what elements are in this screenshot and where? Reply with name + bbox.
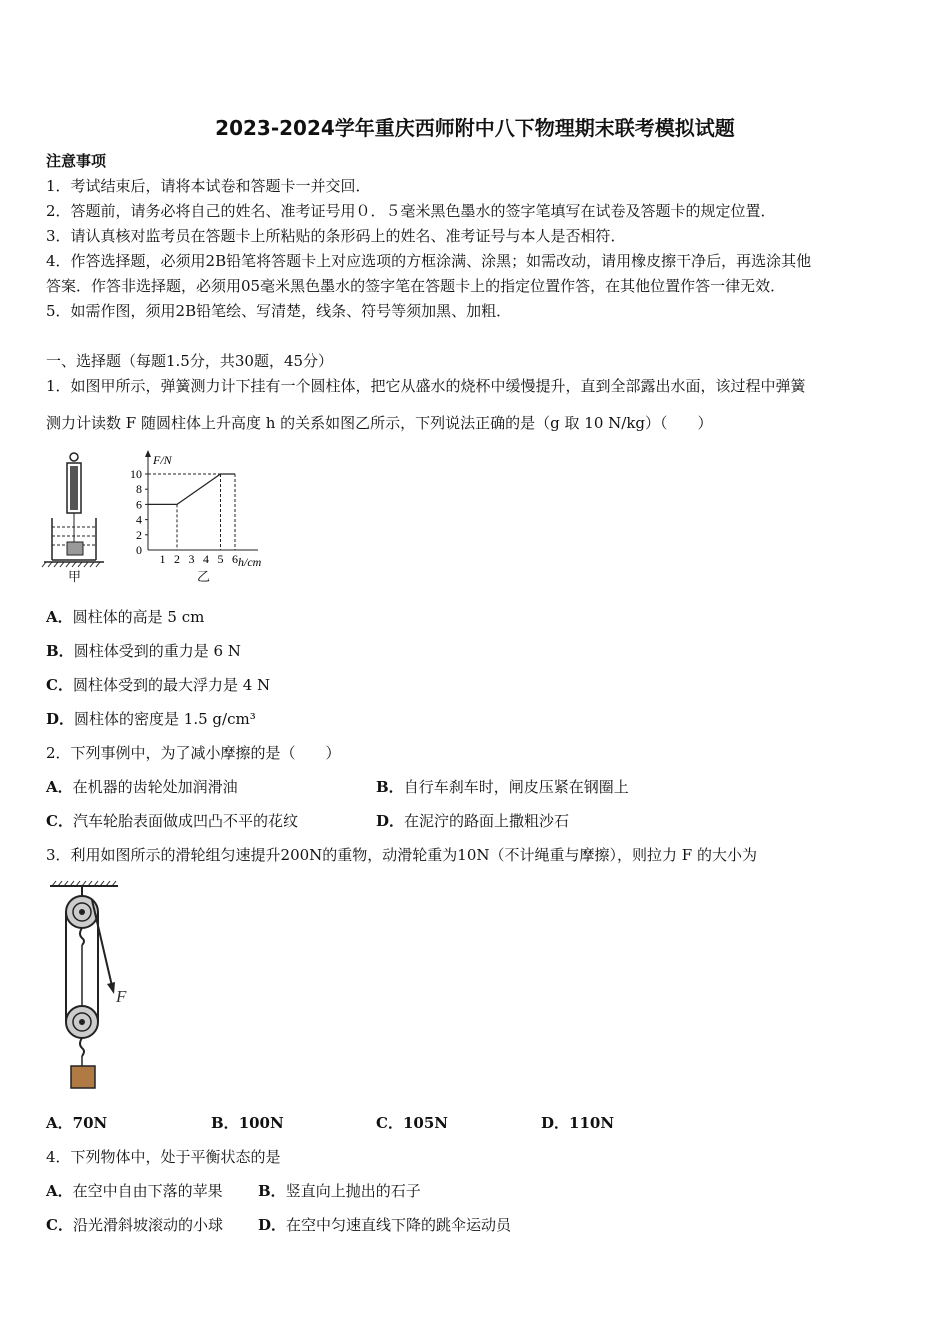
option-label: C． [46, 676, 73, 694]
option-text: 在泥泞的路面上撒粗沙石 [404, 812, 570, 830]
figure-jia-label: 甲 [68, 570, 82, 585]
option-text: 沿光滑斜坡滚动的小球 [72, 1216, 223, 1234]
question-1-stem: 1．如图甲所示，弹簧测力计下挂有一个圆柱体，把它从盛水的烧杯中缓慢提升，直到全部露出水面，该过程中弹簧 [46, 377, 806, 395]
force-label: F [116, 987, 127, 1006]
option-text: 100N [238, 1114, 284, 1132]
q4-option-c [46, 1215, 223, 1235]
option-label: C． [46, 1216, 73, 1234]
option-text: 在空中匀速直线下降的跳伞运动员 [286, 1216, 512, 1234]
q1-option-a [46, 607, 204, 627]
option-label: B． [211, 1114, 239, 1132]
option-label: B． [258, 1182, 286, 1200]
option-text: 圆柱体受到的最大浮力是 4 N [72, 676, 271, 694]
option-text: 在空中自由下落的苹果 [72, 1182, 223, 1200]
option-text: 圆柱体的高是 5 cm [72, 608, 205, 626]
chart-y-tick-label: 6 [136, 497, 142, 512]
q1-option-b [46, 641, 241, 661]
page-title: 2023-2024学年重庆西师附中八下物理期末联考模拟试题 [215, 116, 735, 140]
q2-option-b [376, 777, 629, 797]
option-label: A． [46, 608, 73, 626]
option-text: 在机器的齿轮处加润滑油 [72, 778, 238, 796]
figure-yi-chart [118, 448, 278, 573]
q2-option-a [46, 777, 238, 797]
q4-option-d [258, 1215, 511, 1235]
question-3-stem: 3．利用如图所示的滑轮组匀速提升200N的重物，动滑轮重为10N（不计绳重与摩擦），则拉力 F 的大小为 [46, 846, 757, 864]
q2-option-c [46, 811, 298, 831]
chart-xlabel: h/cm [238, 555, 262, 569]
q4-option-b [258, 1181, 421, 1201]
option-label: C． [376, 1114, 403, 1132]
notice-item: 4．作答选择题，必须用2B铅笔将答题卡上对应选项的方框涂满、涂黑；如需改动，请用橡皮擦干净后，再选涂其他 [46, 252, 812, 270]
option-label: B． [46, 642, 74, 660]
notice-item: 5．如需作图，须用2B铅笔绘、写清楚，线条、符号等须加黑、加粗． [46, 302, 512, 320]
q3-option-a [46, 1113, 107, 1133]
option-label: A． [46, 1114, 73, 1132]
notice-item: 1．考试结束后，请将本试卷和答题卡一并交回． [46, 177, 371, 195]
option-text: 圆柱体受到的重力是 6 N [73, 642, 241, 660]
option-text: 自行车刹车时，闸皮压紧在钢圈上 [403, 778, 629, 796]
notice-item: 2．答题前，请务必将自己的姓名、准考证号用０．５毫米黑色墨水的签字笔填写在试卷及答题卡的规定位置． [46, 202, 776, 220]
chart-x-tick-label: 5 [217, 552, 224, 566]
chart-y-tick-label: 0 [136, 543, 142, 557]
chart-x-tick-label: 2 [174, 552, 180, 566]
option-label: D． [46, 710, 75, 728]
q3-option-b [211, 1113, 284, 1133]
notice-item: 3．请认真核对监考员在答题卡上所粘贴的条形码上的姓名、准考证号与本人是否相符． [46, 227, 626, 245]
chart-ylabel: F/N [153, 453, 172, 467]
section-heading: 一、选择题（每题1.5分，共30题，45分） [46, 352, 334, 370]
option-text: 圆柱体的密度是 1.5 g/cm³ [74, 710, 256, 728]
option-label: D． [376, 812, 405, 830]
option-label: D． [541, 1114, 570, 1132]
chart-x-tick-label: 3 [188, 552, 195, 566]
question-4-stem: 4．下列物体中，处于平衡状态的是 [46, 1148, 281, 1166]
option-label: A． [46, 1182, 73, 1200]
option-text: 105N [402, 1114, 448, 1132]
q3-option-d [541, 1113, 614, 1133]
notice-item: 答案．作答非选择题，必须用05毫米黑色墨水的签字笔在答题卡上的指定位置作答，在其他位置作答一律无效． [46, 277, 786, 295]
question-1-stem-cont: 测力计读数 F 随圆柱体上升高度 h 的关系如图乙所示，下列说法正确的是（g 取 10 N/kg）（ ） [46, 414, 713, 432]
figure-yi-label: 乙 [197, 570, 211, 585]
option-label: D． [258, 1216, 287, 1234]
chart-series-line [148, 474, 235, 504]
q4-option-a [46, 1181, 223, 1201]
option-label: A． [46, 778, 73, 796]
figure-pulley-system [44, 878, 144, 1098]
q1-option-c [46, 675, 270, 695]
chart-y-tick-label: 10 [130, 467, 142, 481]
chart-y-tick-label: 4 [136, 512, 142, 527]
chart-x-tick-label: 6 [232, 552, 238, 566]
option-text: 110N [569, 1114, 615, 1132]
chart-y-tick-label: 8 [136, 482, 142, 497]
q1-option-d [46, 709, 256, 729]
option-text: 汽车轮胎表面做成凹凸不平的花纹 [72, 812, 298, 830]
question-2-stem: 2．下列事例中，为了减小摩擦的是（ ） [46, 744, 341, 762]
chart-x-tick-label: 4 [203, 552, 209, 566]
option-text: 70N [72, 1114, 108, 1132]
chart-x-tick-label: 1 [159, 552, 166, 566]
q2-option-d [376, 811, 569, 831]
option-label: C． [46, 812, 73, 830]
chart-y-tick-label: 2 [136, 527, 142, 542]
option-text: 竖直向上抛出的石子 [285, 1182, 421, 1200]
option-label: B． [376, 778, 404, 796]
q3-option-c [376, 1113, 448, 1133]
notice-heading: 注意事项 [46, 152, 107, 170]
